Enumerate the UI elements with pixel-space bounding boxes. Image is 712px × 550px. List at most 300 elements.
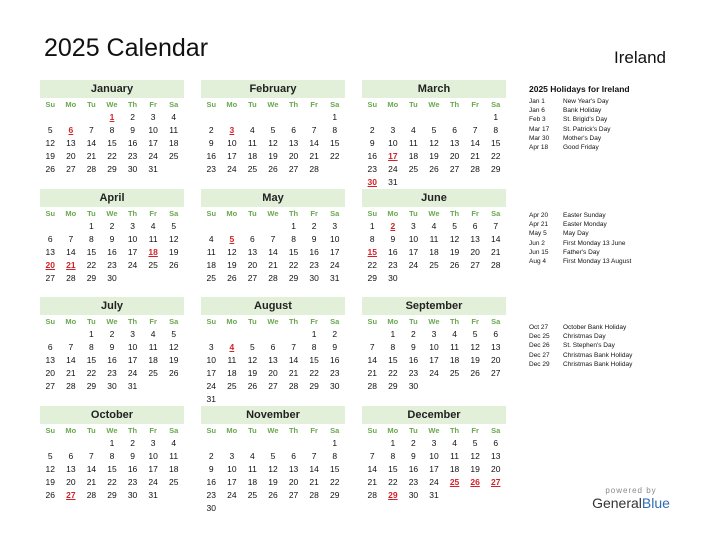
weekday-label: Sa <box>491 317 501 326</box>
day-cell: 12 <box>268 138 278 148</box>
weekday-label: We <box>428 100 440 109</box>
weekday-label: Fr <box>149 209 157 218</box>
day-cell: 9 <box>109 234 115 244</box>
day-cell: 6 <box>47 342 53 352</box>
day-cell: 22 <box>86 368 97 378</box>
day-cell: 19 <box>470 355 480 365</box>
day-cell: 18 <box>247 151 258 161</box>
day-cell: 25 <box>247 490 258 500</box>
day-cell: 27 <box>470 260 480 270</box>
day-cell: 11 <box>450 451 459 461</box>
empty-cell <box>424 111 445 124</box>
day-cell: 30 <box>408 381 419 391</box>
weekday-label: We <box>267 317 279 326</box>
day-cell: 14 <box>288 355 299 365</box>
holiday-row <box>529 239 679 248</box>
day-cell: 28 <box>367 381 378 391</box>
weekday-label: We <box>428 426 440 435</box>
month-december <box>362 406 506 502</box>
day-cell: 4 <box>411 125 416 135</box>
day-cell: 21 <box>367 477 378 487</box>
day-cell: 29 <box>329 490 340 500</box>
day-cell: 8 <box>109 125 115 135</box>
empty-cell <box>201 111 222 124</box>
day-cell: 31 <box>429 490 439 500</box>
day-cell: 3 <box>390 125 396 135</box>
month-title: July <box>40 297 184 315</box>
empty-cell <box>444 111 465 124</box>
weekday-label: Mo <box>65 100 77 109</box>
month-title: October <box>40 406 184 424</box>
day-cell: 7 <box>68 234 74 244</box>
empty-cell <box>283 328 304 341</box>
holiday-name: Bank Holiday <box>563 107 602 115</box>
day-cell: 8 <box>332 451 338 461</box>
day-cell: 21 <box>470 151 480 161</box>
empty-cell <box>465 111 486 124</box>
weekday-label: Tu <box>409 317 418 326</box>
holiday-list-3 <box>529 323 679 369</box>
day-cell: 29 <box>86 273 97 283</box>
day-cell: 8 <box>369 234 375 244</box>
day-cell: 28 <box>288 381 299 391</box>
empty-cell <box>263 111 284 124</box>
weekday-label: Th <box>288 100 299 109</box>
day-cell: 12 <box>470 342 480 352</box>
holiday-date: Oct 27 <box>529 324 549 331</box>
month-title: March <box>362 80 506 98</box>
day-cell: 12 <box>268 464 278 474</box>
day-cell: 1 <box>89 329 94 339</box>
day-cell: 20 <box>66 477 76 487</box>
holiday-day: 30 <box>367 177 378 187</box>
empty-cell <box>222 328 243 341</box>
day-cell: 12 <box>168 342 179 352</box>
day-cell: 3 <box>332 221 338 231</box>
day-cell: 26 <box>268 490 278 500</box>
day-cell: 19 <box>268 477 278 487</box>
empty-cell <box>81 111 102 124</box>
day-cell: 19 <box>429 151 439 161</box>
day-cell: 15 <box>309 355 319 365</box>
weekday-label: Tu <box>248 426 257 435</box>
day-cell: 27 <box>247 273 258 283</box>
day-cell: 17 <box>206 368 217 378</box>
day-cell: 30 <box>206 503 217 513</box>
day-cell: 12 <box>449 234 460 244</box>
weekday-label: Tu <box>87 426 96 435</box>
day-cell: 31 <box>148 164 158 174</box>
day-cell: 17 <box>148 464 158 474</box>
holiday-name: New Year's Day <box>563 98 609 105</box>
weekday-label: Tu <box>409 426 418 435</box>
day-cell: 23 <box>367 164 378 174</box>
day-cell: 29 <box>309 381 319 391</box>
empty-cell <box>242 220 263 233</box>
month-october <box>40 406 184 502</box>
day-cell: 25 <box>148 260 158 270</box>
day-cell: 19 <box>168 247 179 257</box>
day-cell: 27 <box>45 381 56 391</box>
day-cell: 5 <box>171 221 177 231</box>
day-cell: 23 <box>206 164 217 174</box>
day-cell: 16 <box>329 355 340 365</box>
month-title: January <box>40 80 184 98</box>
holiday-row <box>529 97 679 106</box>
weekday-label: Mo <box>226 100 238 109</box>
weekday-label: We <box>267 100 279 109</box>
holiday-day: 26 <box>470 477 480 487</box>
weekday-label: Mo <box>226 317 238 326</box>
weekday-label: Tu <box>87 209 96 218</box>
holiday-day: 5 <box>229 234 235 244</box>
holiday-row <box>529 211 679 220</box>
day-cell: 8 <box>311 342 317 352</box>
weekday-label: Fr <box>310 426 318 435</box>
month-may <box>201 189 345 285</box>
weekday-label: Tu <box>87 100 96 109</box>
day-cell: 9 <box>130 451 135 461</box>
weekday-label: Fr <box>149 426 157 435</box>
day-cell: 27 <box>45 273 56 283</box>
day-cell: 11 <box>206 247 216 257</box>
day-cell: 13 <box>45 247 56 257</box>
holiday-name: St. Brigid's Day <box>563 116 608 124</box>
day-cell: 11 <box>148 234 158 244</box>
day-cell: 25 <box>227 381 237 391</box>
day-cell: 26 <box>227 273 237 283</box>
day-cell: 21 <box>86 151 97 161</box>
holiday-date: Jun 2 <box>529 239 545 247</box>
day-cell: 18 <box>247 477 258 487</box>
holiday-date: Jun 15 <box>529 248 549 256</box>
weekday-label: Tu <box>409 209 418 218</box>
day-cell: 3 <box>150 112 156 122</box>
weekday-label: Su <box>206 209 217 218</box>
holiday-name: Father's Day <box>563 248 600 256</box>
day-cell: 12 <box>45 138 56 148</box>
weekday-label: Sa <box>330 317 340 326</box>
holiday-name: Easter Sunday <box>563 212 606 219</box>
day-cell: 15 <box>329 464 340 474</box>
day-cell: 18 <box>168 138 179 148</box>
day-cell: 12 <box>429 138 439 148</box>
day-cell: 23 <box>309 260 319 270</box>
holiday-list-1 <box>529 84 679 152</box>
day-cell: 22 <box>329 477 340 487</box>
day-cell: 7 <box>89 125 94 135</box>
empty-cell <box>242 328 263 341</box>
day-cell: 4 <box>452 329 457 339</box>
day-cell: 28 <box>309 164 319 174</box>
day-cell: 3 <box>431 329 437 339</box>
weekday-label: Sa <box>491 426 501 435</box>
day-cell: 11 <box>409 138 418 148</box>
day-cell: 9 <box>332 342 338 352</box>
day-cell: 16 <box>388 247 398 257</box>
weekday-label: Su <box>206 100 217 109</box>
holiday-name: Mother's Day <box>563 134 602 142</box>
holiday-row <box>529 332 679 341</box>
day-cell: 5 <box>250 342 255 352</box>
day-cell: 17 <box>429 464 439 474</box>
day-cell: 9 <box>369 138 375 148</box>
day-cell: 20 <box>288 477 299 487</box>
day-cell: 29 <box>367 273 378 283</box>
day-cell: 11 <box>148 342 158 352</box>
day-cell: 21 <box>367 368 378 378</box>
holiday-row <box>529 115 679 124</box>
holiday-row <box>529 220 679 229</box>
empty-cell <box>362 437 383 450</box>
day-cell: 2 <box>109 329 115 339</box>
day-cell: 9 <box>208 464 214 474</box>
day-cell: 19 <box>45 477 56 487</box>
day-cell: 26 <box>268 164 278 174</box>
holidays-title: 2025 Holidays for Ireland <box>529 84 630 94</box>
day-cell: 20 <box>247 260 258 270</box>
day-cell: 22 <box>309 368 319 378</box>
month-title: September <box>362 297 506 315</box>
weekday-label: Mo <box>65 317 77 326</box>
day-cell: 20 <box>268 368 278 378</box>
day-cell: 8 <box>291 234 296 244</box>
holiday-day: 27 <box>490 477 501 487</box>
holiday-day: 15 <box>367 247 378 257</box>
day-cell: 11 <box>450 342 459 352</box>
day-cell: 12 <box>168 234 179 244</box>
day-cell: 8 <box>390 342 396 352</box>
day-cell: 30 <box>107 273 117 283</box>
empty-cell <box>263 437 284 450</box>
empty-cell <box>201 328 222 341</box>
holiday-day: 1 <box>109 112 115 122</box>
day-cell: 10 <box>206 355 217 365</box>
day-cell: 29 <box>288 273 299 283</box>
day-cell: 15 <box>86 247 97 257</box>
empty-cell <box>222 111 243 124</box>
day-cell: 25 <box>168 151 179 161</box>
day-cell: 27 <box>288 490 299 500</box>
empty-cell <box>263 328 284 341</box>
day-cell: 26 <box>45 164 56 174</box>
holiday-row <box>529 257 679 266</box>
holiday-day: 18 <box>148 247 158 257</box>
day-cell: 27 <box>490 368 501 378</box>
day-cell: 15 <box>490 138 501 148</box>
day-cell: 1 <box>291 221 296 231</box>
brand-name <box>588 495 674 511</box>
day-cell: 20 <box>66 151 76 161</box>
day-cell: 25 <box>449 368 460 378</box>
day-cell: 7 <box>311 451 317 461</box>
weekday-label: Sa <box>169 100 179 109</box>
weekday-label: Th <box>449 317 460 326</box>
day-cell: 20 <box>490 464 501 474</box>
day-cell: 26 <box>470 368 480 378</box>
day-cell: 26 <box>168 368 179 378</box>
weekday-label: Sa <box>330 209 340 218</box>
day-cell: 13 <box>247 247 258 257</box>
day-cell: 21 <box>309 477 319 487</box>
weekday-label: Su <box>45 426 56 435</box>
day-cell: 11 <box>169 451 179 461</box>
weekday-label: Fr <box>471 209 479 218</box>
day-cell: 31 <box>329 273 340 283</box>
holiday-day: 6 <box>68 125 74 135</box>
day-cell: 17 <box>227 151 237 161</box>
empty-cell <box>61 328 82 341</box>
day-cell: 16 <box>107 247 117 257</box>
day-cell: 14 <box>490 234 501 244</box>
month-january <box>40 80 184 176</box>
day-cell: 24 <box>148 151 158 161</box>
day-cell: 31 <box>127 381 138 391</box>
day-cell: 11 <box>227 355 237 365</box>
day-cell: 6 <box>270 342 276 352</box>
day-cell: 28 <box>367 490 378 500</box>
day-cell: 3 <box>411 221 416 231</box>
day-cell: 22 <box>288 260 299 270</box>
day-cell: 6 <box>291 125 296 135</box>
day-cell: 21 <box>490 247 501 257</box>
day-cell: 2 <box>411 438 416 448</box>
day-cell: 16 <box>206 477 217 487</box>
day-cell: 10 <box>408 234 419 244</box>
day-cell: 5 <box>472 329 478 339</box>
day-cell: 16 <box>408 464 419 474</box>
month-july <box>40 297 184 393</box>
day-cell: 13 <box>66 464 76 474</box>
day-cell: 8 <box>89 234 94 244</box>
day-cell: 13 <box>288 464 299 474</box>
holiday-date: Mar 17 <box>529 125 550 133</box>
day-cell: 8 <box>493 125 499 135</box>
day-cell: 23 <box>127 151 138 161</box>
month-april <box>40 189 184 285</box>
weekday-label: Mo <box>387 209 399 218</box>
weekday-label: Mo <box>226 426 238 435</box>
weekday-label: Su <box>206 317 217 326</box>
day-cell: 6 <box>68 451 74 461</box>
weekday-label: Sa <box>491 100 501 109</box>
day-cell: 24 <box>148 477 158 487</box>
day-cell: 9 <box>311 234 317 244</box>
holiday-row <box>529 106 679 115</box>
day-cell: 3 <box>130 329 135 339</box>
weekday-label: We <box>106 209 118 218</box>
weekday-label: Sa <box>169 209 179 218</box>
month-title: May <box>201 189 345 207</box>
day-cell: 31 <box>388 177 398 187</box>
empty-cell <box>81 437 102 450</box>
holiday-row <box>529 143 679 152</box>
holiday-name: Good Friday <box>563 143 599 151</box>
day-cell: 10 <box>227 464 237 474</box>
day-cell: 1 <box>493 112 499 122</box>
weekday-label: Mo <box>226 209 238 218</box>
day-cell: 17 <box>127 247 138 257</box>
weekday-label: We <box>106 100 118 109</box>
day-cell: 7 <box>472 125 478 135</box>
day-cell: 24 <box>429 477 439 487</box>
day-cell: 24 <box>429 368 439 378</box>
holiday-row <box>529 341 679 350</box>
weekday-label: Mo <box>387 426 399 435</box>
weekday-label: Th <box>127 426 138 435</box>
holiday-name: October Bank Holiday <box>563 324 627 331</box>
holiday-date: Feb 3 <box>529 116 546 124</box>
day-cell: 11 <box>248 464 257 474</box>
weekday-label: Tu <box>248 100 257 109</box>
day-cell: 30 <box>309 273 319 283</box>
day-cell: 13 <box>490 342 501 352</box>
day-cell: 13 <box>66 138 76 148</box>
day-cell: 28 <box>309 490 319 500</box>
brand-logo <box>588 486 674 511</box>
holiday-list-2 <box>529 211 679 266</box>
day-cell: 27 <box>268 381 278 391</box>
day-cell: 4 <box>171 438 177 448</box>
day-cell: 29 <box>86 381 97 391</box>
day-cell: 21 <box>66 368 76 378</box>
day-cell: 24 <box>206 381 217 391</box>
holiday-date: Mar 30 <box>529 134 550 142</box>
day-cell: 24 <box>127 368 138 378</box>
holiday-date: Dec 29 <box>529 360 550 368</box>
day-cell: 27 <box>66 164 76 174</box>
month-november <box>201 406 345 515</box>
day-cell: 24 <box>227 164 237 174</box>
month-september <box>362 297 506 393</box>
empty-cell <box>362 111 383 124</box>
weekday-label: We <box>267 209 279 218</box>
day-cell: 14 <box>66 247 76 257</box>
month-august <box>201 297 345 406</box>
weekday-label: Su <box>367 100 378 109</box>
empty-cell <box>383 111 404 124</box>
day-cell: 2 <box>311 221 317 231</box>
day-cell: 10 <box>388 138 398 148</box>
day-cell: 18 <box>429 247 439 257</box>
day-cell: 26 <box>247 381 258 391</box>
day-cell: 12 <box>470 451 480 461</box>
day-cell: 6 <box>47 234 53 244</box>
day-cell: 13 <box>45 355 56 365</box>
day-cell: 22 <box>367 260 378 270</box>
day-cell: 14 <box>367 355 378 365</box>
day-cell: 19 <box>268 151 278 161</box>
weekday-label: Th <box>127 209 138 218</box>
holiday-name: Christmas Bank Holiday <box>563 351 633 359</box>
day-cell: 23 <box>408 477 419 487</box>
day-cell: 16 <box>107 355 117 365</box>
day-cell: 5 <box>47 451 53 461</box>
day-cell: 13 <box>490 451 501 461</box>
empty-cell <box>201 437 222 450</box>
day-cell: 5 <box>452 221 457 231</box>
holiday-row <box>529 351 679 360</box>
day-cell: 18 <box>449 464 460 474</box>
day-cell: 25 <box>148 368 158 378</box>
day-cell: 14 <box>470 138 480 148</box>
empty-cell <box>40 328 61 341</box>
day-cell: 28 <box>66 273 76 283</box>
holiday-date: Dec 26 <box>529 342 550 350</box>
day-cell: 31 <box>148 490 158 500</box>
day-cell: 21 <box>268 260 278 270</box>
holiday-row <box>529 229 679 238</box>
